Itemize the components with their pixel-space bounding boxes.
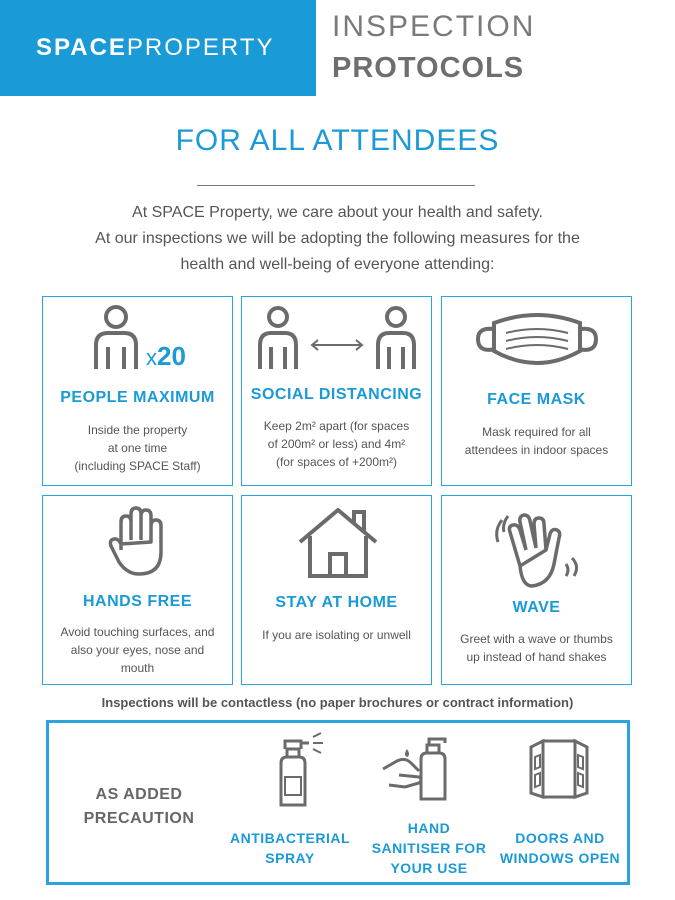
card-title: FACE MASK — [487, 391, 586, 408]
hand-sanitiser-icon — [379, 733, 453, 803]
precaution-label: AS ADDED PRECAUTION — [83, 786, 195, 827]
page-title-line1: INSPECTION — [332, 10, 536, 43]
card-title: SOCIAL DISTANCING — [250, 386, 423, 403]
precaution-item-title: ANTIBACTERIAL SPRAY — [229, 830, 351, 866]
card-title: PEOPLE MAXIMUM — [60, 389, 215, 406]
card-text: If you are isolating or unwell — [262, 628, 411, 642]
precaution-box — [46, 720, 630, 885]
card-social-distancing — [241, 296, 432, 486]
intro-line: At our inspections we will be adopting the following measures for the — [95, 230, 580, 247]
page-title-line2: PROTOCOLS — [332, 52, 525, 84]
hand-icon — [107, 504, 169, 578]
card-stay-at-home — [241, 495, 432, 685]
card-title: HANDS FREE — [82, 593, 192, 610]
header — [0, 0, 675, 96]
card-wave — [441, 495, 632, 685]
divider — [197, 185, 475, 186]
face-mask-icon — [474, 309, 600, 373]
intro-line: At SPACE Property, we care about your health and safety. — [132, 204, 543, 221]
intro-line: health and well-being of everyone attending: — [180, 256, 495, 273]
contactless-note: Inspections will be contactless (no paper brochures or contract information) — [101, 695, 574, 710]
card-text: Mask required for all attendees in indoor spaces — [464, 425, 609, 457]
brand-logo: SPACEPROPERTY — [36, 34, 275, 61]
headline: FOR ALL ATTENDEES — [175, 124, 500, 157]
person-icon — [91, 303, 141, 373]
open-window-icon — [527, 737, 591, 801]
spray-bottle-icon — [269, 731, 325, 809]
card-text: Greet with a wave or thumbs up instead of hand shakes — [460, 632, 613, 664]
card-title: WAVE — [512, 599, 561, 616]
card-text: Keep 2m² apart (for spaces of 200m² or less) and 4m² (for spaces of +200m²) — [263, 419, 410, 469]
wave-hand-icon — [492, 510, 584, 590]
card-face-mask — [441, 296, 632, 486]
card-hands-free — [42, 495, 233, 685]
brand-block — [0, 0, 316, 96]
precaution-item-title: DOORS AND WINDOWS OPEN — [499, 830, 621, 866]
card-people-maximum — [42, 296, 233, 486]
house-icon — [296, 504, 380, 580]
precaution-item-title: HAND SANITISER FOR YOUR USE — [371, 820, 487, 876]
intro-text — [40, 200, 635, 278]
card-title: STAY AT HOME — [275, 594, 398, 611]
card-text: Inside the property at one time (including SPACE Staff) — [74, 423, 201, 473]
people-count-badge: x20 — [146, 341, 186, 371]
card-text: Avoid touching surfaces, and also your eyes, nose and mouth — [60, 625, 215, 675]
distance-icon — [256, 303, 418, 373]
